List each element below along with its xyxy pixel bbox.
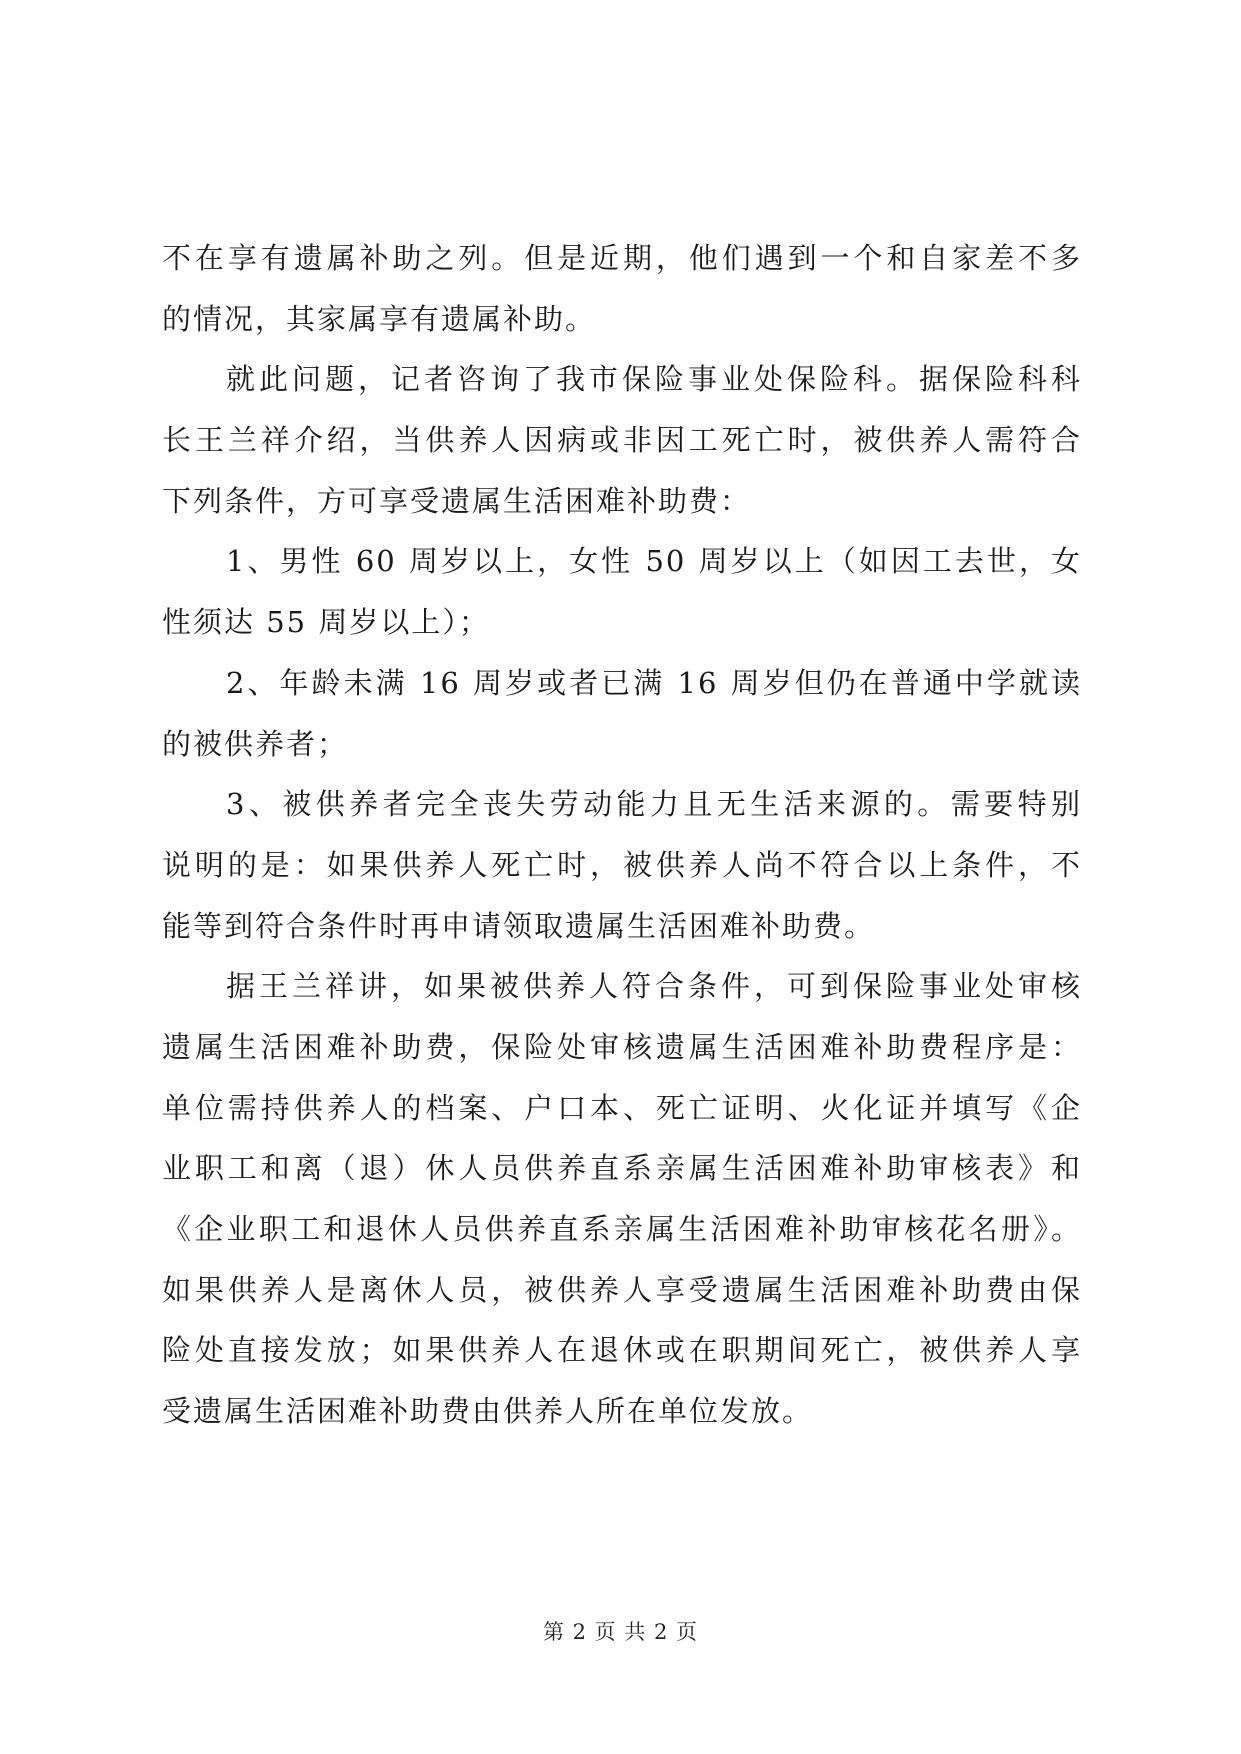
text-line: 下列条件，方可享受遗属生活困难补助费： [162, 483, 752, 518]
text-line: 说明的是：如果供养人死亡时，被供养人尚不符合以上条件，不 [162, 847, 1082, 882]
text-line: 不在享有遗属补助之列。但是近期，他们遇到一个和自家差不多 [162, 241, 1082, 275]
text-line: 单位需持供养人的档案、户口本、死亡证明、火化证并填写《企 [162, 1090, 1082, 1125]
text-line: 就此问题，记者咨询了我市保险事业处保险科。据保险科科 [226, 362, 1082, 397]
text-line: 1、男性 60 周岁以上，女性 50 周岁以上（如因工去世，女 [226, 544, 1082, 579]
text-line: 险处直接发放；如果供养人在退休或在职期间死亡，被供养人享 [162, 1333, 1082, 1368]
text-line: 能等到符合条件时再申请领取遗属生活困难补助费。 [162, 908, 876, 943]
text-line: 的被供养者； [162, 726, 349, 761]
text-line: 性须达 55 周岁以上）； [162, 605, 490, 640]
text-line: 《企业职工和退休人员供养直系亲属生活困难补助审核花名册》。 [162, 1212, 1082, 1246]
text-line: 3、被供养者完全丧失劳动能力且无生活来源的。需要特别 [226, 787, 1082, 822]
text-line: 遗属生活困难补助费，保险处审核遗属生活困难补助费程序是： [162, 1029, 1082, 1064]
text-line: 2、年龄未满 16 周岁或者已满 16 周岁但仍在普通中学就读 [226, 665, 1082, 700]
text-line: 受遗属生活困难补助费由供养人所在单位发放。 [162, 1394, 814, 1429]
text-line: 长王兰祥介绍，当供养人因病或非因工死亡时，被供养人需符合 [162, 423, 1082, 458]
text-line: 如果供养人是离休人员，被供养人享受遗属生活困难补助费由保 [162, 1272, 1082, 1307]
page-footer: 第 2 页 共 2 页 [542, 1620, 699, 1644]
text-line: 业职工和离（退）休人员供养直系亲属生活困难补助审核表》和 [162, 1151, 1082, 1186]
text-line: 据王兰祥讲，如果被供养人符合条件，可到保险事业处审核 [226, 969, 1082, 1004]
body-text [162, 228, 1082, 1442]
text-line: 的情况，其家属享有遗属补助。 [162, 301, 597, 336]
